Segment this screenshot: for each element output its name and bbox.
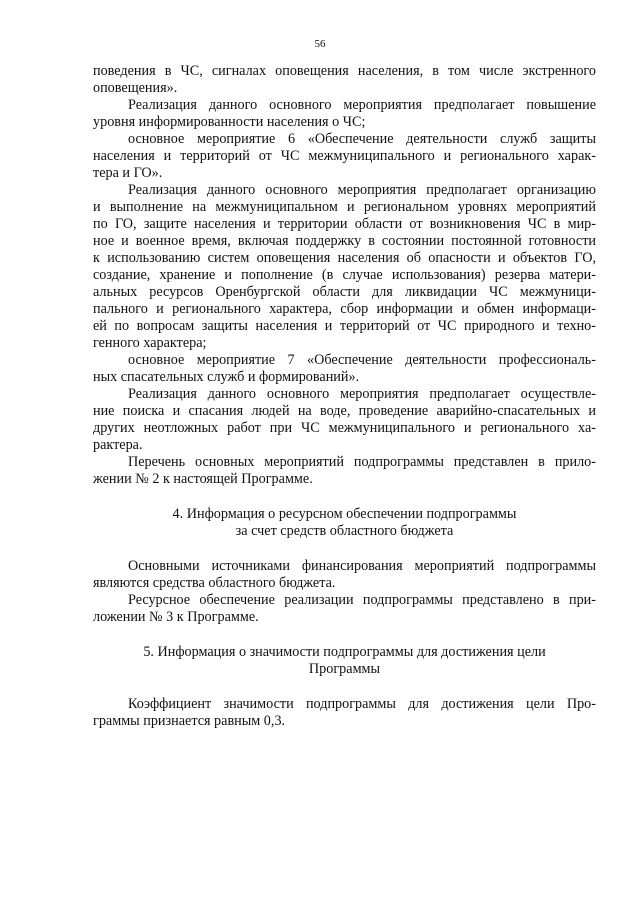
text-line: и выполнение на межмуниципальном и региональном уровнях мероприятий [93,199,596,215]
text-line: уровня информированности населения о ЧС; [93,114,366,130]
text-line: рактера. [93,437,143,453]
text-line: ложении № 3 к Программе. [93,609,259,625]
text-line: оповещения». [93,80,178,96]
text-line: ное и военное время, включая поддержку в состоянии постоянной готовности [93,233,596,249]
text-line: являются средства областного бюджета. [93,575,336,591]
text-line: Ресурсное обеспечение реализации подпрограммы представлено в при- [128,592,596,608]
paragraph [93,592,596,626]
text-line: тера и ГО». [93,165,163,181]
text-line: генного характера; [93,335,207,351]
paragraph [93,97,596,131]
text-line: населения и территорий от ЧС межмуниципального и регионального харак- [93,148,596,164]
text-line: ние поиска и спасания людей на воде, проведение аварийно-спасательных и [93,403,596,419]
text-line: других неотложных работ при ЧС межмуниципального и регионального ха- [93,420,596,436]
document-body [93,63,596,730]
text-line: Реализация данного основного мероприятия предполагает повышение [128,97,596,113]
text-line: поведения в ЧС, сигналах оповещения населения, в том числе экстренного [93,63,596,79]
paragraph [93,352,596,386]
text-line: альных ресурсов Оренбургской области для ликвидации ЧС межмуници- [93,284,596,300]
text-line: граммы признается равным 0,3. [93,713,286,729]
text-line: Реализация данного основного мероприятия предполагает организацию [128,182,596,198]
paragraph [93,558,596,592]
text-line: ных спасательных служб и формирований». [93,369,360,385]
text-line: Реализация данного основного мероприятия предполагает осуществле- [128,386,596,402]
text-line: жении № 2 к настоящей Программе. [93,471,313,487]
text-line: по ГО, защите населения и территории области от возникновения ЧС в мир- [93,216,596,232]
paragraph [93,131,596,182]
heading-line: 5. Информация о значимости подпрограммы для достижения цели [143,644,546,660]
text-line: Основными источниками финансирования мероприятий подпрограммы [128,558,596,574]
heading-line: за счет средств областного бюджета [235,523,454,539]
page-number: 56 [314,38,326,50]
text-line: Перечень основных мероприятий подпрограммы представлен в прило- [128,454,596,470]
paragraph [93,182,596,352]
text-line: к использованию систем оповещения населения об опасности и объектов ГО, [93,250,596,266]
text-line: создание, хранение и пополнение (в случае использования) резерва матери- [93,267,596,283]
text-line: ей по вопросам защиты населения и территорий от ЧС природного и техно- [93,318,596,334]
paragraph [93,63,596,97]
heading-line: Программы [308,661,381,677]
text-line: Коэффициент значимости подпрограммы для достижения цели Про- [128,696,596,712]
heading-line: 4. Информация о ресурсном обеспечении подпрограммы [172,506,517,522]
text-line: основное мероприятие 7 «Обеспечение деятельности профессиональ- [128,352,596,368]
paragraph [93,696,596,730]
text-line: основное мероприятие 6 «Обеспечение деятельности служб защиты [128,131,596,147]
paragraph [93,454,596,488]
section-heading [93,506,596,540]
paragraph [93,386,596,454]
section-heading [93,644,596,678]
text-line: пального и регионального характера, сбор информации и обмен информаци- [93,301,596,317]
